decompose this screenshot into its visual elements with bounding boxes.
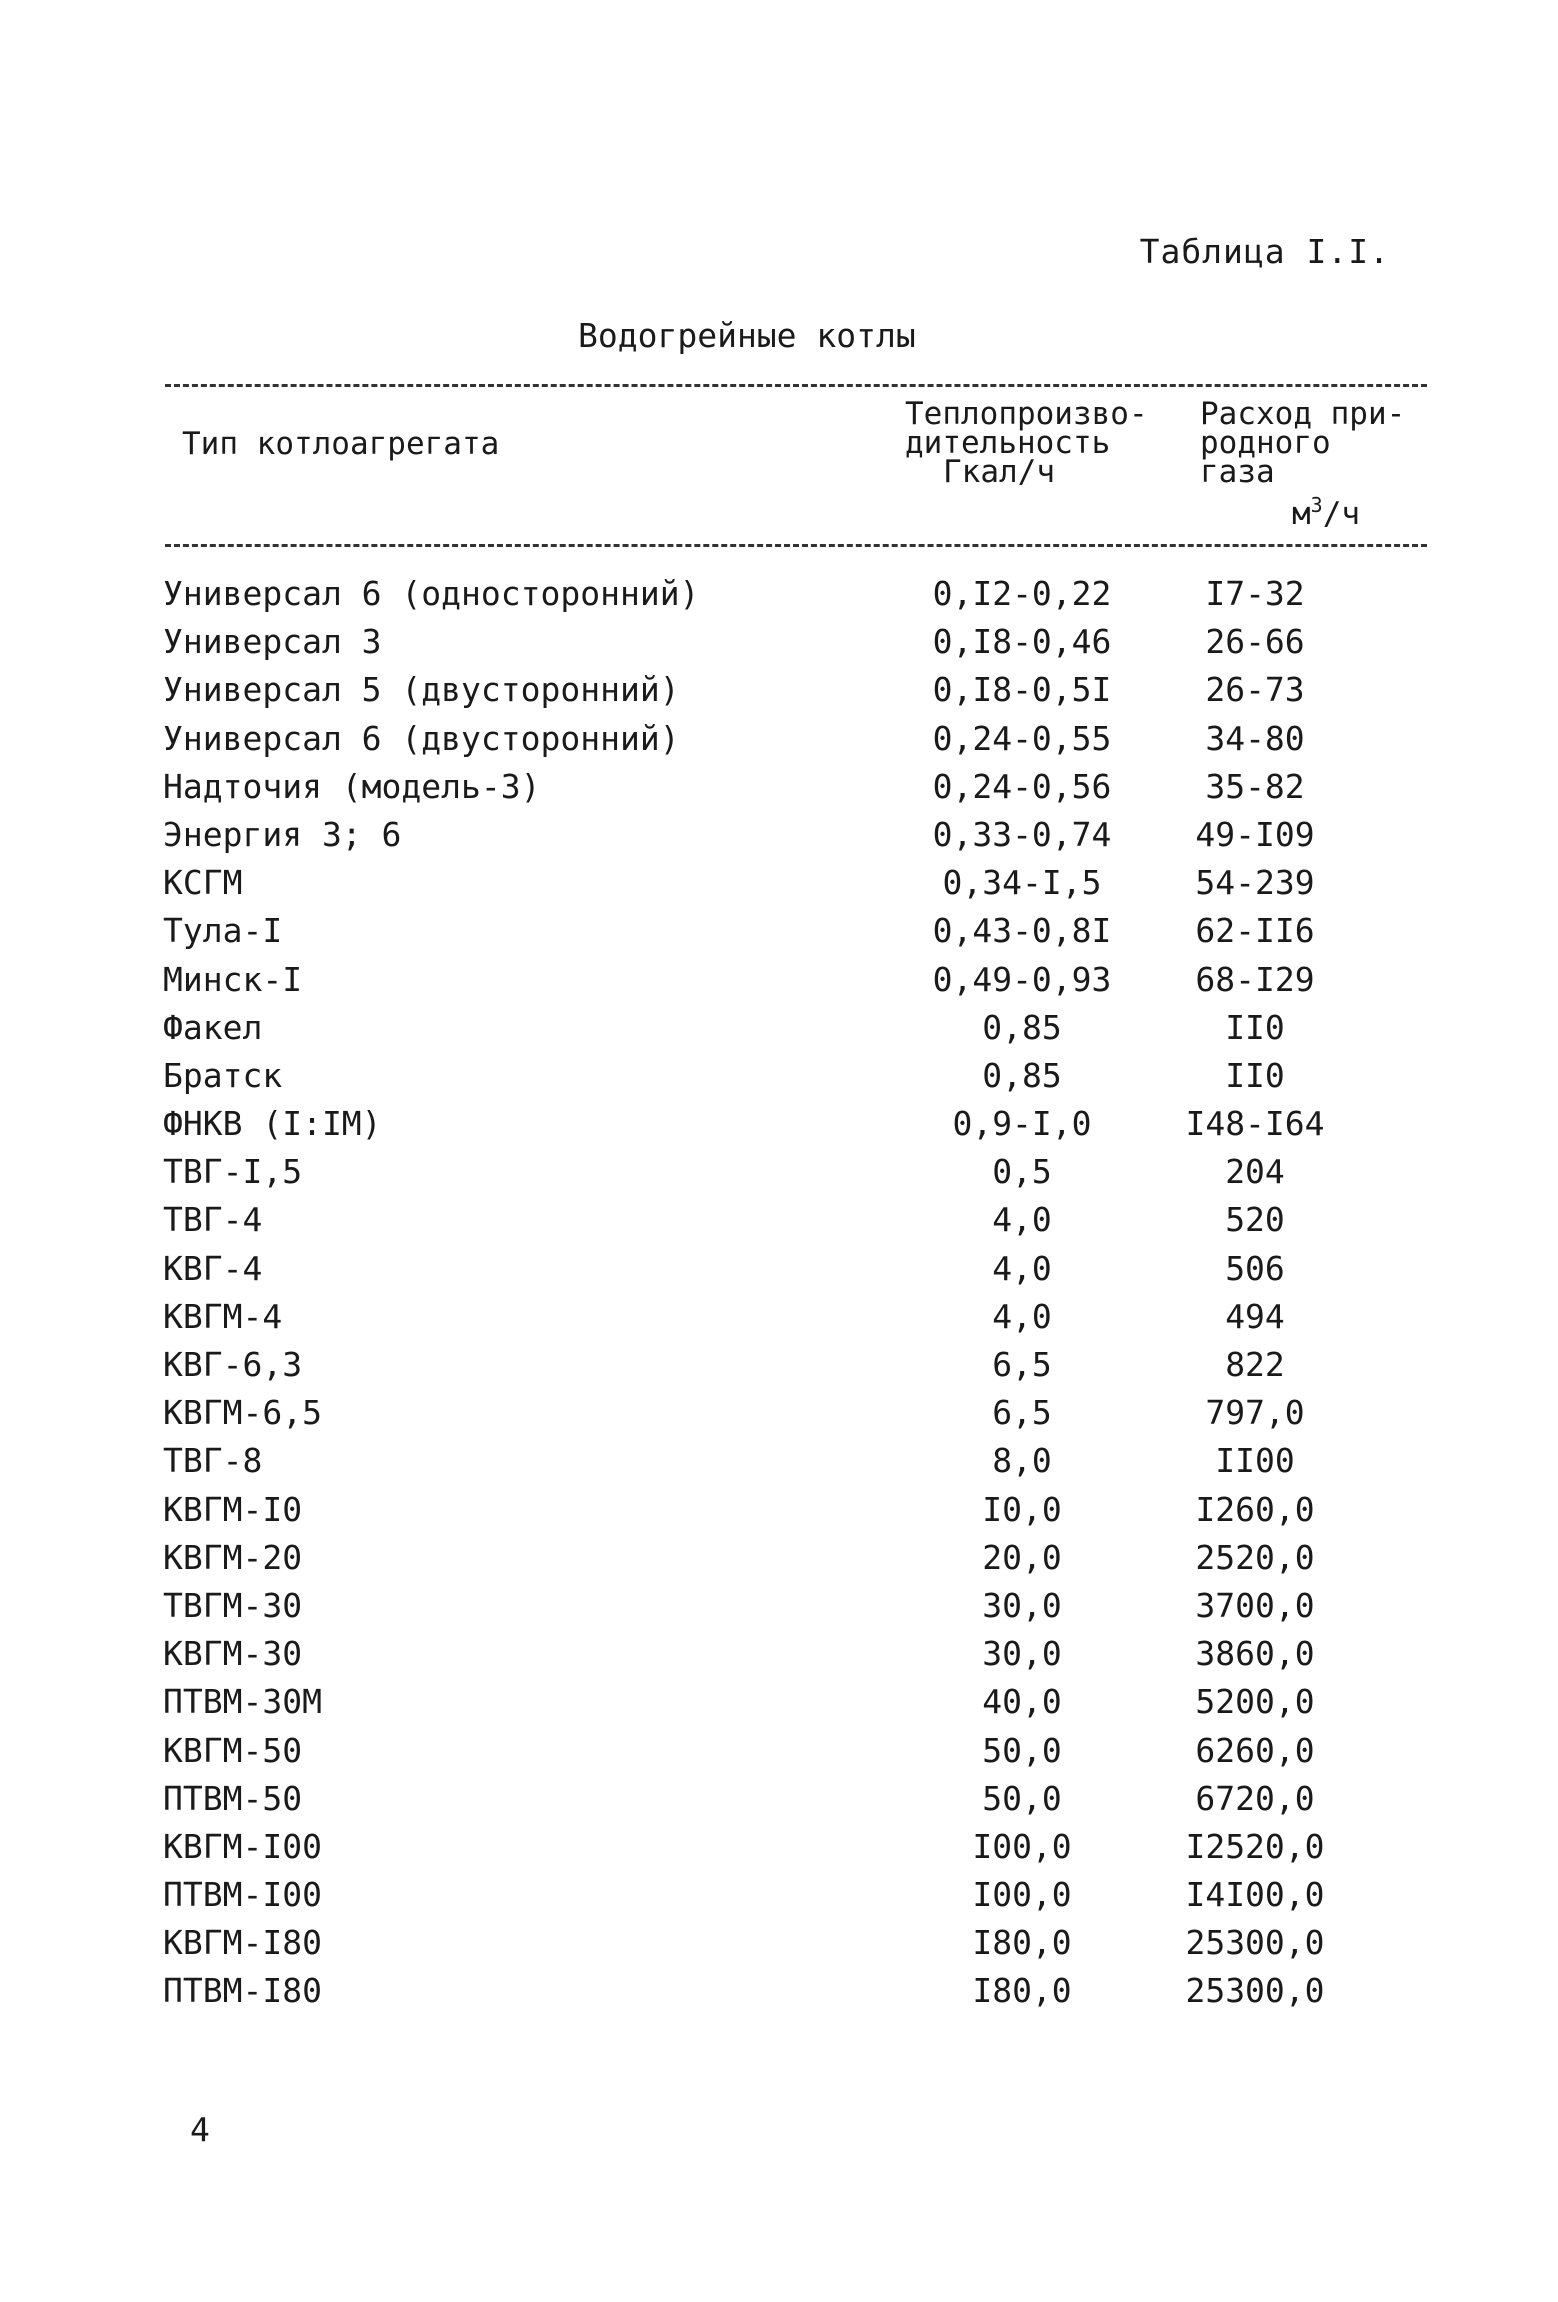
cell-heat-output: 0,85 xyxy=(982,1055,1062,1095)
cell-heat-output: 30,0 xyxy=(982,1585,1062,1625)
cell-heat-output: 6,5 xyxy=(992,1345,1052,1384)
cell-boiler-type: Универсал 5 (двусторонний) xyxy=(163,670,680,710)
cell-heat-output: 30,0 xyxy=(982,1634,1062,1674)
cell-boiler-type: Энергия 3; 6 xyxy=(163,814,402,854)
cell-heat-output: I0,0 xyxy=(982,1489,1062,1529)
page-number: 4 xyxy=(190,2110,210,2149)
table-row xyxy=(0,1148,1558,1196)
cell-heat-output: 0,43-0,8I xyxy=(932,911,1112,951)
cell-gas-consumption: 797,0 xyxy=(1205,1393,1305,1433)
cell-boiler-type: Минск-I xyxy=(163,959,303,999)
cell-gas-consumption: 5200,0 xyxy=(1195,1682,1315,1722)
cell-gas-consumption: I4I00,0 xyxy=(1185,1875,1325,1915)
cell-gas-consumption: 2520,0 xyxy=(1195,1537,1315,1577)
cell-gas-consumption: 822 xyxy=(1225,1345,1285,1384)
gas-unit-sup: 3 xyxy=(1310,493,1323,517)
cell-boiler-type: КВГ-6,3 xyxy=(163,1345,303,1384)
table-body xyxy=(0,570,1558,2016)
cell-gas-consumption: 6260,0 xyxy=(1195,1730,1315,1770)
cell-gas-consumption: 62-II6 xyxy=(1195,911,1315,951)
cell-gas-consumption: 204 xyxy=(1225,1152,1285,1192)
header-gas-consumption xyxy=(1200,396,1440,532)
cell-boiler-type: ТВГ-4 xyxy=(163,1200,263,1240)
cell-boiler-type: ПТВМ-50 xyxy=(163,1778,303,1818)
cell-boiler-type: ТВГМ-30 xyxy=(163,1585,303,1625)
table-row xyxy=(0,956,1558,1004)
cell-heat-output: I00,0 xyxy=(972,1826,1072,1866)
cell-heat-output: 0,85 xyxy=(982,1007,1062,1047)
table-row xyxy=(0,763,1558,811)
table-row xyxy=(0,1823,1558,1871)
cell-gas-consumption: 68-I29 xyxy=(1195,959,1315,999)
cell-boiler-type: ТВГ-I,5 xyxy=(163,1152,303,1192)
table-row xyxy=(0,1871,1558,1919)
table-row xyxy=(0,1967,1558,2015)
cell-boiler-type: ФНКВ (I:IM) xyxy=(163,1104,382,1144)
cell-boiler-type: ПТВМ-30М xyxy=(163,1682,322,1722)
cell-boiler-type: КСГМ xyxy=(163,863,243,903)
cell-gas-consumption: I48-I64 xyxy=(1185,1104,1325,1144)
table-row xyxy=(0,907,1558,955)
cell-boiler-type: Братск xyxy=(163,1055,283,1095)
table-title: Водогрейные котлы xyxy=(578,316,916,355)
cell-gas-consumption: 6720,0 xyxy=(1195,1778,1315,1818)
cell-heat-output: 0,24-0,56 xyxy=(932,766,1112,806)
cell-gas-consumption: I7-32 xyxy=(1205,574,1305,613)
table-row xyxy=(0,1004,1558,1052)
cell-boiler-type: КВГМ-50 xyxy=(163,1730,303,1770)
cell-boiler-type: КВГМ-I00 xyxy=(163,1826,322,1866)
cell-heat-output: I80,0 xyxy=(972,1971,1072,2011)
cell-boiler-type: КВГ-4 xyxy=(163,1248,263,1288)
cell-gas-consumption: 35-82 xyxy=(1205,766,1305,806)
table-row xyxy=(0,1678,1558,1726)
table-row xyxy=(0,1245,1558,1293)
table-row xyxy=(0,1630,1558,1678)
cell-boiler-type: ПТВМ-I80 xyxy=(163,1971,322,2011)
cell-gas-consumption: 34-80 xyxy=(1205,718,1305,758)
table-row xyxy=(0,1437,1558,1485)
cell-heat-output: 50,0 xyxy=(982,1730,1062,1770)
table-row xyxy=(0,1052,1558,1100)
cell-heat-output: 0,24-0,55 xyxy=(932,718,1112,758)
cell-heat-output: 4,0 xyxy=(992,1200,1052,1240)
header-gas-line3: газа xyxy=(1200,454,1275,490)
cell-gas-consumption: II0 xyxy=(1225,1007,1285,1047)
table-row xyxy=(0,1534,1558,1582)
table-row xyxy=(0,859,1558,907)
cell-gas-consumption: I2520,0 xyxy=(1185,1826,1325,1866)
cell-heat-output: 0,49-0,93 xyxy=(932,959,1112,999)
cell-heat-output: 50,0 xyxy=(982,1778,1062,1818)
cell-heat-output: 20,0 xyxy=(982,1537,1062,1577)
cell-heat-output: 0,I8-0,46 xyxy=(932,622,1112,662)
table-row xyxy=(0,618,1558,666)
gas-unit-tail: /ч xyxy=(1322,496,1361,532)
cell-gas-consumption: 494 xyxy=(1225,1296,1285,1336)
cell-gas-consumption: 26-66 xyxy=(1205,622,1305,662)
table-row xyxy=(0,811,1558,859)
table-row xyxy=(0,1582,1558,1630)
cell-boiler-type: КВГМ-4 xyxy=(163,1296,283,1336)
gas-unit-base: м xyxy=(1292,496,1311,532)
cell-gas-consumption: 520 xyxy=(1225,1200,1285,1240)
table-label: Таблица I.I. xyxy=(1139,232,1390,271)
table-row xyxy=(0,1919,1558,1967)
cell-boiler-type: ПТВМ-I00 xyxy=(163,1875,322,1915)
table-row xyxy=(0,715,1558,763)
header-heat-line1: Теплопроизво- xyxy=(905,396,1148,432)
cell-gas-consumption: 26-73 xyxy=(1205,670,1305,710)
cell-boiler-type: Факел xyxy=(163,1007,263,1047)
header-heat-output xyxy=(905,396,1195,490)
cell-heat-output: 0,I8-0,5I xyxy=(932,670,1112,710)
cell-gas-consumption: 25300,0 xyxy=(1185,1971,1325,2011)
cell-boiler-type: Универсал 3 xyxy=(163,622,382,662)
cell-heat-output: 4,0 xyxy=(992,1248,1052,1288)
cell-heat-output: 6,5 xyxy=(992,1393,1052,1433)
cell-heat-output: 0,I2-0,22 xyxy=(932,574,1112,613)
cell-gas-consumption: II0 xyxy=(1225,1055,1285,1095)
header-gas-unit xyxy=(1200,491,1440,532)
header-heat-line2: дительность xyxy=(905,425,1111,461)
cell-gas-consumption: 25300,0 xyxy=(1185,1923,1325,1963)
cell-boiler-type: КВГМ-20 xyxy=(163,1537,303,1577)
cell-gas-consumption: 3700,0 xyxy=(1195,1585,1315,1625)
cell-gas-consumption: II00 xyxy=(1215,1441,1295,1481)
cell-boiler-type: КВГМ-6,5 xyxy=(163,1393,322,1433)
cell-heat-output: 40,0 xyxy=(982,1682,1062,1722)
table-row xyxy=(0,1389,1558,1437)
table-row xyxy=(0,1293,1558,1341)
table-row xyxy=(0,1341,1558,1389)
cell-boiler-type: Тула-I xyxy=(163,911,283,951)
cell-gas-consumption: 3860,0 xyxy=(1195,1634,1315,1674)
cell-heat-output: I00,0 xyxy=(972,1875,1072,1915)
cell-boiler-type: Универсал 6 (односторонний) xyxy=(163,574,700,613)
table-row xyxy=(0,1727,1558,1775)
cell-boiler-type: Надточия (модель-3) xyxy=(163,766,541,806)
table-row xyxy=(0,1775,1558,1823)
cell-boiler-type: КВГМ-I0 xyxy=(163,1489,303,1529)
cell-boiler-type: Универсал 6 (двусторонний) xyxy=(163,718,680,758)
header-type: Тип котлоагрегата xyxy=(182,426,500,462)
cell-heat-output: I80,0 xyxy=(972,1923,1072,1963)
header-gas-line1: Расход при- xyxy=(1200,396,1406,432)
header-gas-line2: родного xyxy=(1200,425,1331,461)
header-heat-unit: Гкал/ч xyxy=(943,454,1055,490)
cell-heat-output: 0,33-0,74 xyxy=(932,814,1112,854)
cell-heat-output: 4,0 xyxy=(992,1296,1052,1336)
table-row xyxy=(0,570,1558,618)
cell-gas-consumption: 49-I09 xyxy=(1195,814,1315,854)
table-row xyxy=(0,666,1558,714)
cell-boiler-type: КВГМ-I80 xyxy=(163,1923,322,1963)
cell-heat-output: 0,34-I,5 xyxy=(942,863,1102,903)
cell-gas-consumption: I260,0 xyxy=(1195,1489,1315,1529)
cell-gas-consumption: 54-239 xyxy=(1195,863,1315,903)
table-row xyxy=(0,1100,1558,1148)
table-row xyxy=(0,1196,1558,1244)
cell-gas-consumption: 506 xyxy=(1225,1248,1285,1288)
cell-boiler-type: ТВГ-8 xyxy=(163,1441,263,1481)
table-header-rule xyxy=(165,544,1427,547)
cell-heat-output: 8,0 xyxy=(992,1441,1052,1481)
cell-heat-output: 0,9-I,0 xyxy=(952,1104,1092,1144)
cell-heat-output: 0,5 xyxy=(992,1152,1052,1192)
table-top-rule xyxy=(165,384,1427,387)
table-row xyxy=(0,1486,1558,1534)
cell-boiler-type: КВГМ-30 xyxy=(163,1634,303,1674)
